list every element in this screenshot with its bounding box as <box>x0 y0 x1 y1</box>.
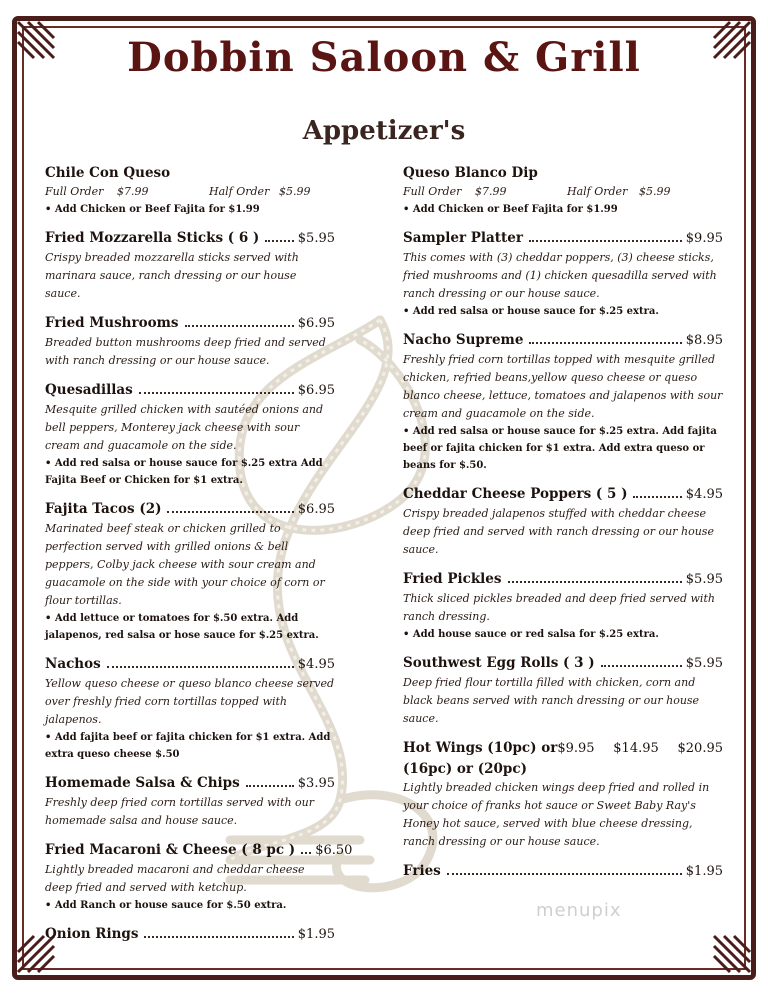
item-name: Fries <box>403 863 441 879</box>
item-addon: • Add Chicken or Beef Fajita for $1.99 <box>45 204 260 215</box>
leader-dots <box>107 666 294 668</box>
item-description: Crispy breaded mozzarella sticks served with marinara sauce, ranch dressing or our house sauce. <box>45 251 299 300</box>
menu-item <box>403 569 723 643</box>
item-name: Onion Rings <box>45 926 139 942</box>
leader-dots <box>508 581 682 583</box>
item-price: $9.95 <box>685 231 723 246</box>
item-price: $14.95 <box>613 741 659 756</box>
item-price: $6.95 <box>297 502 335 517</box>
size-prices <box>45 183 335 201</box>
item-name: Southwest Egg Rolls ( 3 ) <box>403 655 595 671</box>
leader-dots <box>144 936 293 938</box>
item-price: $4.95 <box>297 657 335 672</box>
menu-item <box>403 228 723 320</box>
menu-item <box>403 738 723 851</box>
restaurant-title: Dobbin Saloon & Grill <box>127 34 641 81</box>
item-addon: • Add Ranch or house sauce for $.50 extra. <box>45 900 287 911</box>
menu-item <box>45 313 335 370</box>
item-name: Fried Mushrooms <box>45 315 179 331</box>
size-prices <box>403 183 723 201</box>
item-name: Cheddar Cheese Poppers ( 5 ) <box>403 486 628 502</box>
item-price: $8.95 <box>685 333 723 348</box>
multi-size-prices <box>557 739 723 759</box>
left-menu-column <box>45 163 353 955</box>
item-price: $3.95 <box>297 776 335 791</box>
item-addon: • Add fajita beef or fajita chicken for $1 extra. Add extra queso cheese $.50 <box>45 732 331 760</box>
menu-item <box>45 163 335 218</box>
item-price: $4.95 <box>685 487 723 502</box>
item-price: $5.95 <box>685 656 723 671</box>
leader-dots <box>265 240 293 242</box>
item-description: Breaded button mushrooms deep fried and served with ranch dressing or our house sauce. <box>45 336 326 367</box>
item-addon: • Add Chicken or Beef Fajita for $1.99 <box>403 204 618 215</box>
item-addon: • Add red salsa or house sauce for $.25 extra Add Fajita Beef or Chicken for $1 extra. <box>45 458 323 486</box>
item-price: $1.95 <box>297 927 335 942</box>
leader-dots <box>529 342 681 344</box>
watermark-logo: menupix <box>536 900 622 921</box>
menu-item <box>403 653 723 728</box>
menu-item <box>45 228 335 303</box>
menu-item <box>403 861 723 882</box>
item-name: Quesadillas <box>45 382 133 398</box>
item-name: Fried Pickles <box>403 571 502 587</box>
half-order-label: Half Order <box>209 185 270 198</box>
full-order-price: $7.99 <box>475 185 507 198</box>
menu-item <box>45 380 335 489</box>
item-description: Freshly fried corn tortillas topped with mesquite grilled chicken, refried beans,yellow queso cheese or queso blanco cheese, lettuce, tomatoes and jalapenos with sour cream and guacamole on the side. <box>403 353 723 420</box>
half-order-price: $5.99 <box>279 185 311 198</box>
item-name: Homemade Salsa & Chips <box>45 775 240 791</box>
leader-dots <box>246 785 294 787</box>
leader-dots <box>185 325 294 327</box>
right-menu-column <box>403 163 723 892</box>
corner-ornament-icon <box>706 928 754 976</box>
item-description: Yellow queso cheese or queso blanco cheese served over freshly fried corn tortillas topped with jalapenos. <box>45 677 335 726</box>
item-addon: • Add red salsa or house sauce for $.25 extra. <box>403 306 659 317</box>
item-addon: • Add lettuce or tomatoes for $.50 extra. Add jalapenos, red salsa or hose sauce for $.25 extra. <box>45 613 319 641</box>
item-price: $6.95 <box>297 316 335 331</box>
item-name: Fajita Tacos (2) <box>45 501 162 517</box>
item-description: Thick sliced pickles breaded and deep fried served with ranch dressing. <box>403 592 715 623</box>
item-name-line-2: (16pc) or (20pc) <box>403 761 527 777</box>
item-name: Fried Mozzarella Sticks ( 6 ) <box>45 230 260 246</box>
item-price: $5.95 <box>685 572 723 587</box>
menu-item <box>403 484 723 559</box>
leader-dots <box>139 392 294 394</box>
item-description: Marinated beef steak or chicken grilled to perfection served with grilled onions & bell peppers, Colby jack cheese with sour cream and guacamole on the side with your choice of corn or flour tortillas. <box>45 522 325 607</box>
menu-item <box>45 840 353 914</box>
item-addon: • Add house sauce or red salsa for $.25 extra. <box>403 629 659 640</box>
menu-item <box>45 773 335 830</box>
item-name: Nacho Supreme <box>403 332 524 348</box>
item-description: Lightly breaded chicken wings deep fried and rolled in your choice of franks hot sauce or Sweet Baby Ray's Honey hot sauce, served with blue cheese dressing, ranch dressing or our house sauce. <box>403 781 710 848</box>
item-price: $20.95 <box>677 741 723 756</box>
item-price: $6.95 <box>297 383 335 398</box>
item-description: This comes with (3) cheddar poppers, (3) cheese sticks, fried mushrooms and (1) chicken quesadilla served with ranch dressing or our house sauce. <box>403 251 717 300</box>
item-name: Nachos <box>45 656 101 672</box>
item-price: $1.95 <box>685 864 723 879</box>
item-description: Lightly breaded macaroni and cheddar cheese deep fried and served with ketchup. <box>45 863 305 894</box>
half-order-price: $5.99 <box>639 185 671 198</box>
item-description: Deep fried flour tortilla filled with chicken, corn and black beans served with ranch dressing or our house sauce. <box>403 676 700 725</box>
item-price: $5.95 <box>297 231 335 246</box>
item-price: $6.50 <box>315 843 353 858</box>
menu-item <box>45 654 335 763</box>
menu-item <box>45 924 335 945</box>
item-description: Freshly deep fried corn tortillas served with our homemade salsa and house sauce. <box>45 796 315 827</box>
full-order-price: $7.99 <box>117 185 149 198</box>
leader-dots <box>301 852 311 854</box>
leader-dots <box>529 240 682 242</box>
menu-item <box>403 163 723 218</box>
item-description: Crispy breaded jalapenos stuffed with cheddar cheese deep fried and served with ranch dressing or our house sauce. <box>403 507 714 556</box>
leader-dots <box>167 511 293 513</box>
item-name: Sampler Platter <box>403 230 523 246</box>
full-order-label: Full Order <box>403 185 462 198</box>
item-name-line-1: Hot Wings (10pc) or <box>403 740 558 756</box>
full-order-label: Full Order <box>45 185 104 198</box>
menu-item <box>45 499 335 644</box>
item-name: Fried Macaroni & Cheese ( 8 pc ) <box>45 842 296 858</box>
item-description: Mesquite grilled chicken with sautéed onions and bell peppers, Monterey jack cheese with sour cream and guacamole on the side. <box>45 403 324 452</box>
item-name: Queso Blanco Dip <box>403 165 538 181</box>
item-name: Chile Con Queso <box>45 165 171 181</box>
leader-dots <box>601 665 682 667</box>
menu-item <box>403 330 723 474</box>
section-title: Appetizer's <box>302 116 466 146</box>
item-price: $9.95 <box>557 741 595 756</box>
leader-dots <box>633 496 681 498</box>
leader-dots <box>447 873 682 875</box>
item-addon: • Add red salsa or house sauce for $.25 extra. Add fajita beef or fajita chicken for $1 extra. Add extra queso or beans for $.50. <box>403 426 717 471</box>
half-order-label: Half Order <box>567 185 628 198</box>
